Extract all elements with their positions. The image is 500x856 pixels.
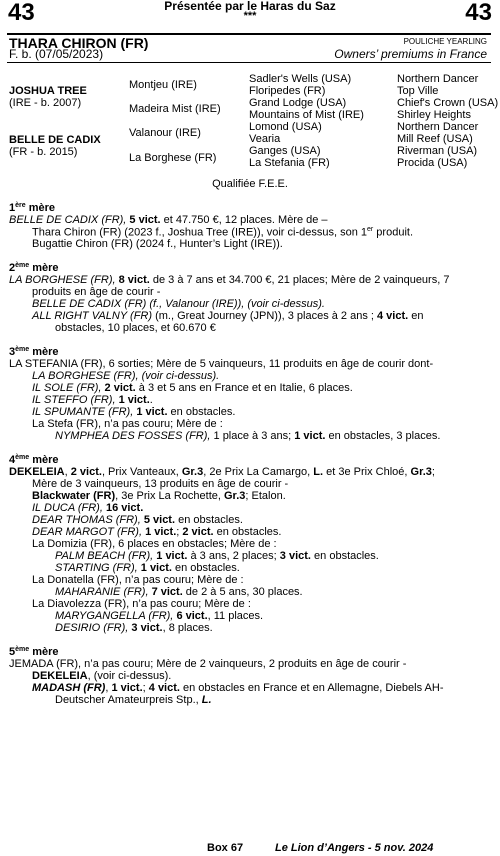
pedigree-dam-name: BELLE DE CADIX xyxy=(9,134,101,146)
pedigree-sire-name: JOSHUA TREE xyxy=(9,85,87,97)
produce-line: MADASH (FR), 1 vict.; 4 vict. en obstacles en France et en Allemagne, Diebels AH- xyxy=(32,682,444,694)
horse-category: POULICHE YEARLING xyxy=(403,37,487,46)
produce-line: Blackwater (FR), 3e Prix La Rochette, Gr.3; Etalon. xyxy=(32,490,286,502)
produce-line: La Domizia (FR), 6 places en obstacles; Mère de : xyxy=(32,538,277,550)
produce-line: La Donatella (FR), n’a pas couru; Mère de : xyxy=(32,574,244,586)
produce-line: STARTING (FR), 1 vict. en obstacles. xyxy=(55,562,240,574)
pedigree-gen3: Grand Lodge (USA) xyxy=(249,97,347,109)
section-heading-1: 1ère mère xyxy=(9,202,55,214)
consignor-title: Présentée par le Haras du Saz xyxy=(164,0,336,13)
produce-line: Bugattie Chiron (FR) (2024 f., Hunter’s Light (IRE)). xyxy=(32,238,283,250)
dam-line: BELLE DE CADIX (FR), 5 vict. et 47.750 €, 12 places. Mère de – xyxy=(9,214,328,226)
produce-line: Deutscher Amateurpreis Stp., L. xyxy=(55,694,212,706)
produce-line: Thara Chiron (FR) (2023 f., Joshua Tree (IRE)), voir ci-dessus, son 1er produit. xyxy=(32,226,413,239)
produce-line: produits en âge de courir - xyxy=(32,286,161,298)
produce-line: IL DUCA (FR), 16 vict. xyxy=(32,502,144,514)
dam-line: LA STEFANIA (FR), 6 sorties; Mère de 5 vainqueurs, 11 produits en âge de courir dont- xyxy=(9,358,434,370)
section-heading-3: 3ème mère xyxy=(9,346,59,358)
produce-line: IL SOLE (FR), 2 vict. à 3 et 5 ans en France et en Italie, 6 places. xyxy=(32,382,353,394)
pedigree-gen2: Montjeu (IRE) xyxy=(129,79,197,91)
pedigree-gen4: Shirley Heights xyxy=(397,109,471,121)
produce-line: PALM BEACH (FR), 1 vict. à 3 ans, 2 places; 3 vict. en obstacles. xyxy=(55,550,379,562)
qualification: Qualifiée F.E.E. xyxy=(212,178,288,190)
produce-line: La Stefa (FR), n’a pas couru; Mère de : xyxy=(32,418,223,430)
lot-number-right: 43 xyxy=(465,0,492,26)
owners-premiums: Owners’ premiums in France xyxy=(334,47,487,61)
produce-line: MAHARANIE (FR), 7 vict. de 2 à 5 ans, 30 places. xyxy=(55,586,303,598)
pedigree-gen4: Chief's Crown (USA) xyxy=(397,97,499,109)
pedigree-sire-info: (IRE - b. 2007) xyxy=(9,97,82,109)
sale-event: Le Lion d’Angers - 5 nov. 2024 xyxy=(275,842,434,854)
dam-line: JEMADA (FR), n’a pas couru; Mère de 2 vainqueurs, 2 produits en âge de courir - xyxy=(9,658,407,670)
produce-line: DEKELEIA, (voir ci-dessus). xyxy=(32,670,172,682)
section-heading-5: 5ème mère xyxy=(9,646,59,658)
section-heading-2: 2ème mère xyxy=(9,262,59,274)
pedigree-gen2: La Borghese (FR) xyxy=(129,152,217,164)
box-number: Box 67 xyxy=(207,842,244,854)
produce-line: MARYGANGELLA (FR), 6 vict., 11 places. xyxy=(55,610,264,622)
horse-sex-birth: F. b. (07/05/2023) xyxy=(9,47,104,61)
pedigree-gen2: Valanour (IRE) xyxy=(129,127,201,139)
produce-line: BELLE DE CADIX (FR) (f., Valanour (IRE)), (voir ci-dessus). xyxy=(32,298,325,310)
header-stars: *** xyxy=(243,10,257,22)
pedigree-gen4: Top Ville xyxy=(397,85,439,97)
produce-line: DESIRIO (FR), 3 vict., 8 places. xyxy=(55,622,213,634)
produce-line: DEAR THOMAS (FR), 5 vict. en obstacles. xyxy=(32,514,243,526)
pedigree-gen3: Lomond (USA) xyxy=(249,121,322,133)
pedigree-gen3: Vearia xyxy=(249,133,281,145)
produce-line: IL STEFFO (FR), 1 vict.. xyxy=(32,394,153,406)
dam-line: LA BORGHESE (FR), 8 vict. de 3 à 7 ans et 34.700 €, 21 places; Mère de 2 vainqueurs, 7 xyxy=(9,274,450,286)
pedigree-dam-info: (FR - b. 2015) xyxy=(9,146,78,158)
pedigree-gen4: Northern Dancer xyxy=(397,73,479,85)
produce-line: obstacles, 10 places, et 60.670 € xyxy=(55,322,216,334)
section-heading-4: 4ème mère xyxy=(9,454,59,466)
pedigree-gen3: Ganges (USA) xyxy=(249,145,321,157)
produce-line: LA BORGHESE (FR), (voir ci-dessus). xyxy=(32,370,220,382)
produce-line: La Diavolezza (FR), n’a pas couru; Mère de : xyxy=(32,598,251,610)
produce-line: Mère de 3 vainqueurs, 13 produits en âge de courir - xyxy=(32,478,289,490)
pedigree-gen4: Mill Reef (USA) xyxy=(397,133,473,145)
lot-number: 43 xyxy=(8,0,35,26)
produce-line: NYMPHEA DES FOSSES (FR), 1 place à 3 ans; 1 vict. en obstacles, 3 places. xyxy=(55,430,441,442)
pedigree-gen3: Mountains of Mist (IRE) xyxy=(249,109,364,121)
pedigree-gen4: Procida (USA) xyxy=(397,157,468,169)
dam-line: DEKELEIA, 2 vict., Prix Vanteaux, Gr.3, 2e Prix La Camargo, L. et 3e Prix Chloé, Gr.3; xyxy=(9,466,435,478)
pedigree-gen2: Madeira Mist (IRE) xyxy=(129,103,221,115)
pedigree-gen4: Northern Dancer xyxy=(397,121,479,133)
pedigree-gen4: Riverman (USA) xyxy=(397,145,478,157)
pedigree-gen3: La Stefania (FR) xyxy=(249,157,330,169)
pedigree-gen3: Sadler's Wells (USA) xyxy=(249,73,352,85)
horse-name-box xyxy=(7,33,491,63)
horse-name: THARA CHIRON (FR) xyxy=(9,35,149,51)
produce-line: DEAR MARGOT (FR), 1 vict.; 2 vict. en obstacles. xyxy=(32,526,282,538)
produce-line: ALL RIGHT VALNY (FR) (m., Great Journey (JPN)), 3 places à 2 ans ; 4 vict. en xyxy=(32,310,424,322)
produce-line: IL SPUMANTE (FR), 1 vict. en obstacles. xyxy=(32,406,236,418)
pedigree-gen3: Floripedes (FR) xyxy=(249,85,326,97)
